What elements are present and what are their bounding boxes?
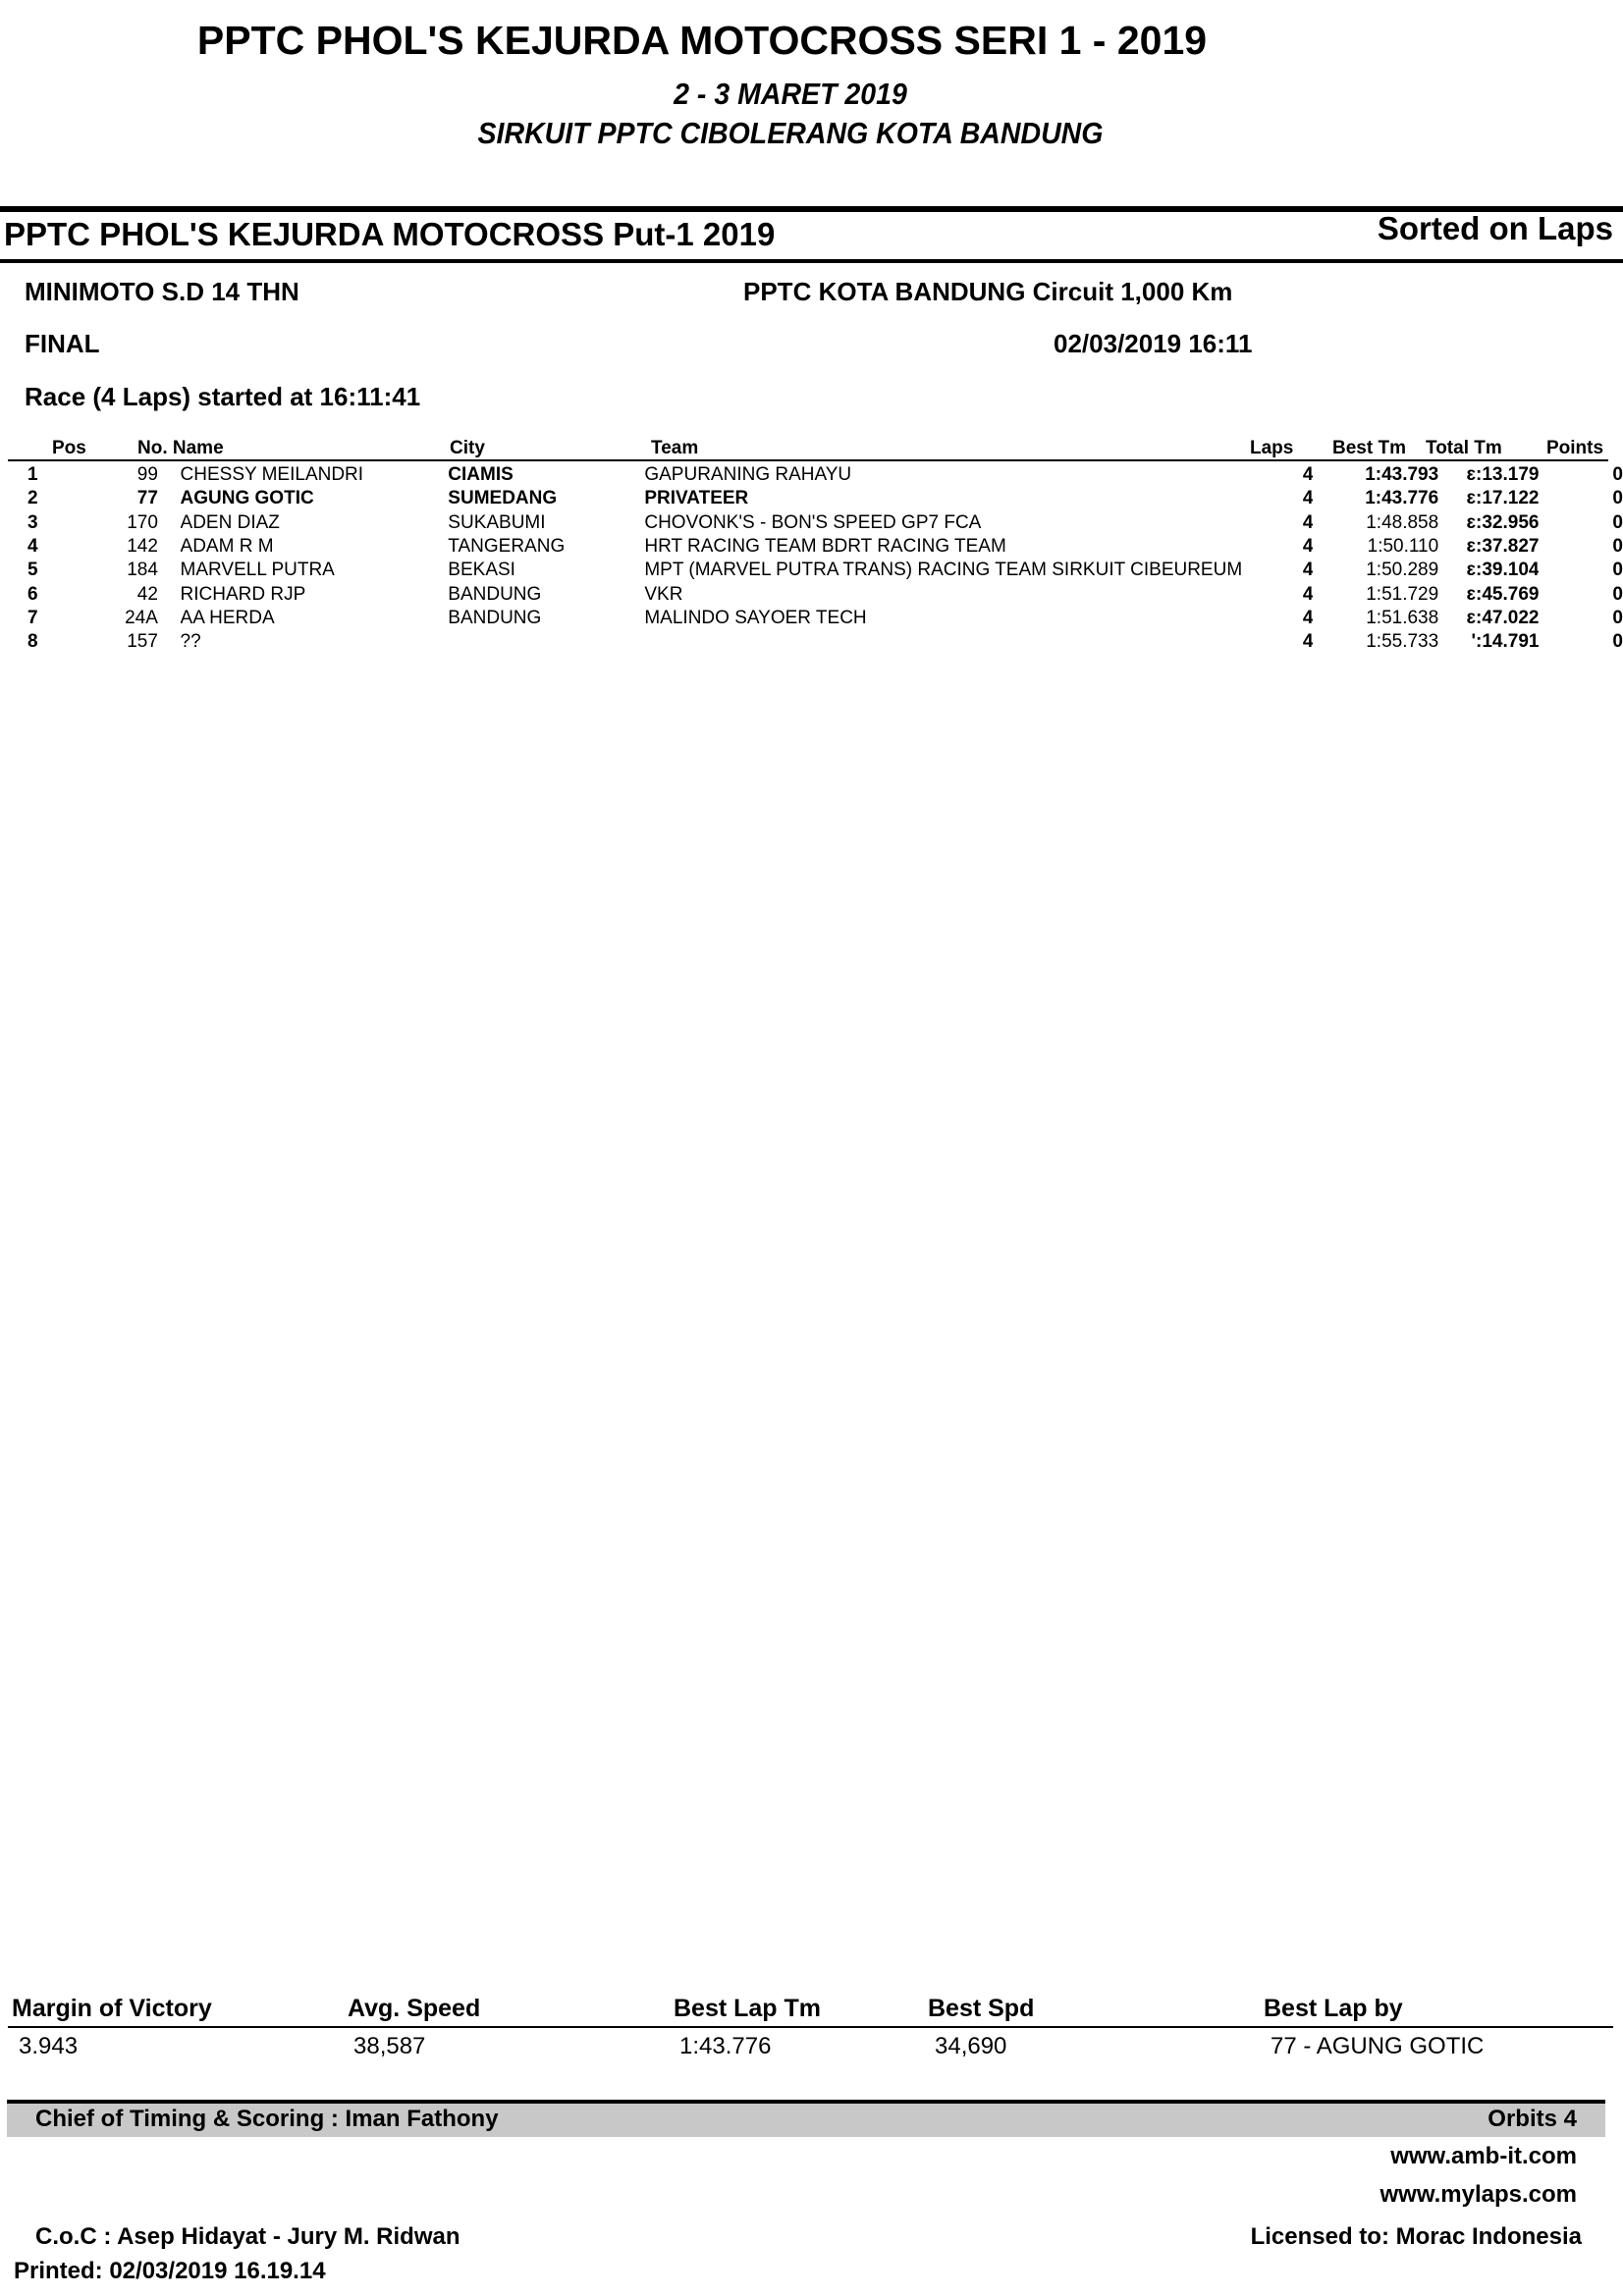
result-city: SUMEDANG (448, 488, 558, 509)
best-lap-by-value: 77 - AGUNG GOTIC (1271, 2033, 1485, 2059)
amb-website: www.amb-it.com (1390, 2143, 1577, 2169)
result-laps: 4 (1302, 511, 1314, 533)
result-laps: 4 (1302, 631, 1314, 653)
spacer (158, 607, 181, 630)
spacer (1242, 607, 1288, 630)
spacer (1242, 487, 1288, 510)
result-laps: 4 (1302, 607, 1314, 628)
result-row (0, 582, 1623, 606)
spacer (158, 535, 181, 559)
coc-jury: C.o.C : Asep Hidayat - Jury M. Ridwan (35, 2223, 460, 2250)
result-row (0, 535, 1623, 559)
result-best: 1:43.776 (1365, 488, 1439, 509)
result-row (0, 463, 1623, 487)
result-pos: 4 (27, 536, 38, 558)
margin-label: Margin of Victory (12, 1995, 212, 2022)
license-info: Licensed to: Morac Indonesia (1250, 2223, 1582, 2250)
result-team: HRT RACING TEAM BDRT RACING TEAM (644, 536, 1006, 558)
result-laps: 4 (1302, 560, 1314, 581)
result-pos: 5 (27, 560, 38, 581)
spacer (158, 559, 181, 582)
column-rule (8, 459, 1608, 461)
col-no-name: No. Name (137, 438, 224, 458)
spacer (1242, 559, 1288, 582)
col-best: Best Tm (1332, 438, 1406, 458)
result-points: 0 (1612, 607, 1623, 628)
result-laps: 4 (1302, 488, 1314, 509)
result-points: 0 (1612, 583, 1623, 605)
result-name: ?? (180, 631, 201, 653)
result-pos: 3 (27, 511, 38, 533)
result-total: ɛ:13.179 (1466, 464, 1540, 486)
result-pos: 1 (27, 464, 38, 486)
avg-speed-label: Avg. Speed (348, 1995, 481, 2022)
result-pos: 2 (27, 488, 38, 509)
result-points: 0 (1612, 488, 1623, 509)
result-no: 170 (127, 511, 158, 533)
result-total: ɛ:17.122 (1466, 488, 1540, 509)
result-team: VKR (644, 583, 683, 605)
race-info: Race (4 Laps) started at 16:11:41 (25, 382, 421, 411)
result-team: MALINDO SAYOER TECH (644, 607, 867, 628)
result-laps: 4 (1302, 464, 1314, 486)
result-total: ɛ:45.769 (1466, 583, 1540, 605)
event-name: PPTC PHOL'S KEJURDA MOTOCROSS Put-1 2019 (4, 216, 776, 252)
result-name: ADAM R M (180, 536, 274, 558)
result-laps: 4 (1302, 583, 1314, 605)
orbits-version: Orbits 4 (1488, 2106, 1577, 2132)
result-points: 0 (1612, 464, 1623, 486)
result-best: 1:51.729 (1366, 583, 1439, 605)
result-city: BANDUNG (448, 607, 542, 628)
result-no: 184 (127, 560, 158, 581)
result-best: 1:48.858 (1366, 511, 1439, 533)
result-name: AGUNG GOTIC (180, 488, 314, 509)
printed-timestamp: Printed: 02/03/2019 16.19.14 (14, 2258, 326, 2284)
result-team: MPT (MARVEL PUTRA TRANS) RACING TEAM SIRKUIT CIBEUREUM (644, 560, 1243, 581)
result-no: 142 (127, 536, 158, 558)
event-venue: SIRKUIT PPTC CIBOLERANG KOTA BANDUNG (477, 116, 1104, 150)
best-lap-tm-label: Best Lap Tm (674, 1995, 822, 2022)
result-best: 1:50.110 (1367, 536, 1439, 558)
result-name: MARVELL PUTRA (180, 560, 335, 581)
spacer (1242, 630, 1288, 654)
result-team: PRIVATEER (644, 488, 749, 509)
result-best: 1:50.289 (1366, 560, 1439, 581)
result-total: ɛ:47.022 (1466, 607, 1540, 628)
event-dates: 2 - 3 MARET 2019 (674, 77, 907, 111)
spacer (1242, 582, 1288, 606)
mylaps-website: www.mylaps.com (1380, 2181, 1577, 2208)
result-pos: 6 (27, 583, 38, 605)
result-city: CIAMIS (448, 464, 514, 486)
result-pos: 7 (27, 607, 38, 628)
col-team: Team (651, 438, 699, 458)
result-total: ɛ:32.956 (1466, 511, 1540, 533)
result-name: RICHARD RJP (180, 583, 306, 605)
best-spd-value: 34,690 (935, 2033, 1007, 2059)
result-best: 1:55.733 (1366, 631, 1439, 653)
col-city: City (450, 438, 485, 458)
spacer (1242, 463, 1288, 487)
result-name: CHESSY MEILANDRI (180, 464, 364, 486)
summary-rule (8, 2026, 1613, 2028)
result-best: 1:51.638 (1366, 607, 1439, 628)
chief-of-timing: Chief of Timing & Scoring : Iman Fathony (35, 2106, 499, 2132)
session-name: FINAL (25, 329, 100, 358)
result-city: BANDUNG (448, 583, 542, 605)
result-no: 42 (136, 583, 158, 605)
result-total: ɛ:37.827 (1466, 536, 1540, 558)
result-total: ɛ:39.104 (1466, 560, 1540, 581)
result-points: 0 (1612, 631, 1623, 653)
col-total: Total Tm (1426, 438, 1502, 458)
margin-value: 3.943 (19, 2033, 79, 2059)
circuit-info: PPTC KOTA BANDUNG Circuit 1,000 Km (743, 277, 1233, 306)
spacer (1242, 511, 1288, 535)
spacer (158, 463, 181, 487)
result-pos: 8 (27, 631, 38, 653)
result-city: BEKASI (448, 560, 515, 581)
result-no: 77 (136, 488, 158, 509)
avg-speed-value: 38,587 (353, 2033, 426, 2059)
result-row (0, 607, 1623, 630)
result-team: GAPURANING RAHAYU (644, 464, 852, 486)
result-row (0, 559, 1623, 582)
best-spd-label: Best Spd (928, 1995, 1035, 2022)
result-city (448, 630, 644, 654)
spacer (1242, 535, 1288, 559)
result-no: 99 (136, 464, 158, 486)
col-laps: Laps (1250, 438, 1294, 458)
result-row (0, 511, 1623, 535)
result-total: ':14.791 (1471, 631, 1540, 653)
spacer (158, 582, 181, 606)
page-title: PPTC PHOL'S KEJURDA MOTOCROSS SERI 1 - 2019 (196, 18, 1208, 63)
col-pos: Pos (52, 438, 86, 458)
result-laps: 4 (1302, 536, 1314, 558)
result-team: CHOVONK'S - BON'S SPEED GP7 FCA (644, 511, 982, 533)
race-class: MINIMOTO S.D 14 THN (25, 277, 299, 306)
session-datetime: 02/03/2019 16:11 (1054, 329, 1253, 358)
result-name: ADEN DIAZ (180, 511, 280, 533)
result-points: 0 (1612, 511, 1623, 533)
result-team (644, 630, 1242, 654)
result-points: 0 (1612, 560, 1623, 581)
sort-label: Sorted on Laps (1377, 210, 1613, 246)
spacer (158, 487, 181, 510)
spacer (158, 511, 181, 535)
result-no: 157 (127, 631, 158, 653)
result-city: TANGERANG (448, 536, 566, 558)
result-points: 0 (1612, 536, 1623, 558)
spacer (158, 630, 181, 654)
result-row (0, 487, 1623, 510)
result-row (0, 630, 1623, 654)
result-best: 1:43.793 (1365, 464, 1439, 486)
result-no: 24A (125, 607, 158, 628)
col-points: Points (1546, 438, 1604, 458)
event-rule (0, 259, 1623, 263)
result-city: SUKABUMI (448, 511, 546, 533)
best-lap-tm-value: 1:43.776 (679, 2033, 772, 2059)
best-lap-by-label: Best Lap by (1264, 1995, 1403, 2022)
results-table (0, 463, 1623, 654)
result-name: AA HERDA (180, 607, 275, 628)
